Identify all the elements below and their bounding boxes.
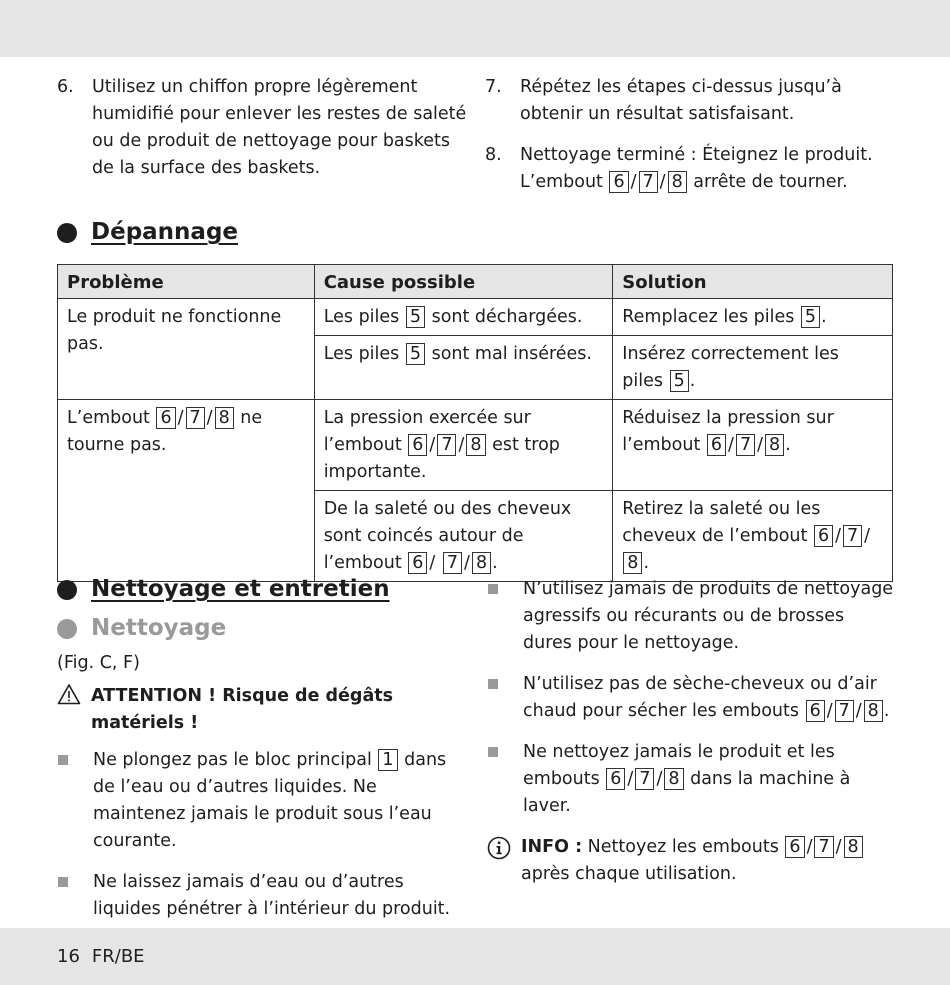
ref-box: 6 <box>609 171 628 193</box>
cause-cell: La pression exercée sur l’embout 6 / 7 / 8 est trop importante. <box>314 400 613 491</box>
steps-left-column <box>57 74 467 196</box>
ref-box: 8 <box>472 552 491 574</box>
step-item <box>485 142 895 196</box>
page-top-band <box>0 0 950 57</box>
list-item: Ne nettoyez jamais le produit et les embouts 6 / 7 / 8 dans la machine à laver. <box>487 739 897 820</box>
list-item: N’utilisez pas de sèche-cheveux ou d’air chaud pour sécher les embouts 6 / 7 / 8 . <box>487 671 897 725</box>
heading-bullet-icon <box>57 223 77 243</box>
ref-box: 6 <box>814 525 833 547</box>
step-item <box>57 74 467 182</box>
ref-box: 8 <box>466 434 485 456</box>
column-header: Problème <box>58 265 315 299</box>
square-bullet-icon <box>58 755 68 765</box>
ref-box: 5 <box>406 343 425 365</box>
cause-cell: Les piles 5 sont déchargées. <box>314 299 613 336</box>
section-heading-entretien <box>57 576 467 603</box>
subsection-title: Nettoyage <box>91 615 227 641</box>
square-bullet-icon <box>58 877 68 887</box>
warning-notice <box>57 683 467 737</box>
ref-box: 5 <box>670 370 689 392</box>
heading-bullet-icon <box>57 580 77 600</box>
subheading-bullet-icon <box>57 619 77 639</box>
ref-box: 8 <box>844 836 863 858</box>
ref-box: 6 <box>408 552 427 574</box>
warning-triangle-icon <box>57 683 91 737</box>
problem-cell: L’embout 6 / 7 / 8 ne tourne pas. <box>58 400 315 582</box>
column-header: Cause possible <box>314 265 613 299</box>
locale-label: FR/BE <box>91 946 145 967</box>
ref-box: 7 <box>835 700 854 722</box>
table-row <box>58 400 893 491</box>
column-header: Solution <box>613 265 893 299</box>
ref-box: 7 <box>186 407 205 429</box>
step-text: Nettoyage terminé : Éteignez le produit. L’embout 6 / 7 / 8 arrête de tourner. <box>520 145 873 192</box>
list-item: Ne plongez pas le bloc principal 1 dans de l’eau ou d’autres liquides. Ne maintenez jamais le produit sous l’eau courante. <box>57 747 467 855</box>
ref-box: 7 <box>843 525 862 547</box>
ref-box: 8 <box>864 700 883 722</box>
ref-box: 6 <box>606 768 625 790</box>
ref-box: 6 <box>408 434 427 456</box>
section-title: Dépannage <box>91 219 239 245</box>
ref-box: 5 <box>406 306 425 328</box>
step-number: 6. <box>57 77 74 97</box>
square-bullet-icon <box>488 584 498 594</box>
step-item <box>485 74 895 128</box>
ref-box: 1 <box>378 749 397 771</box>
ref-box: 8 <box>765 434 784 456</box>
solution-cell: Réduisez la pression sur l’embout 6 / 7 / 8 . <box>613 400 893 491</box>
square-bullet-icon <box>488 747 498 757</box>
problem-cell: Le produit ne fonctionne pas. <box>58 299 315 400</box>
step-number: 8. <box>485 145 502 165</box>
list-item: N’utilisez jamais de produits de nettoyage agressifs ou récurants ou de brosses dures pour le nettoyage. <box>487 576 897 657</box>
section-heading-depannage <box>57 219 238 246</box>
warning-text: ATTENTION ! Risque de dégâts matériels ! <box>91 686 394 733</box>
info-notice <box>487 834 897 888</box>
ref-box: 8 <box>664 768 683 790</box>
list-item: Ne laissez jamais d’eau ou d’autres liquides pénétrer à l’intérieur du produit. <box>57 869 467 923</box>
steps-right-column <box>485 74 895 210</box>
ref-box: 7 <box>814 836 833 858</box>
bottom-right-column <box>487 576 897 888</box>
ref-box: 8 <box>215 407 234 429</box>
table-header-row <box>58 265 893 299</box>
ref-box: 5 <box>801 306 820 328</box>
cause-cell: De la saleté ou des cheveux sont coincés autour de l’embout 6 / 7 / 8 . <box>314 491 613 582</box>
ref-box: 7 <box>437 434 456 456</box>
square-bullet-icon <box>488 679 498 689</box>
step-text: Répétez les étapes ci-dessus jusqu’à obtenir un résultat satisfaisant. <box>520 77 842 124</box>
solution-cell: Retirez la saleté ou les cheveux de l’embout 6 / 7 / 8 . <box>613 491 893 582</box>
troubleshooting-table <box>57 264 893 582</box>
ref-box: 7 <box>443 552 462 574</box>
section-title: Nettoyage et entretien <box>91 576 390 602</box>
solution-cell: Remplacez les piles 5 . <box>613 299 893 336</box>
step-number: 7. <box>485 77 502 97</box>
info-circle-icon <box>487 834 521 888</box>
subsection-heading <box>57 615 467 642</box>
ref-box: 8 <box>668 171 687 193</box>
ref-box: 7 <box>639 171 658 193</box>
cause-cell: Les piles 5 sont mal insérées. <box>314 336 613 400</box>
page-footer <box>57 943 157 970</box>
step-text: Utilisez un chiffon propre légèrement humidifié pour enlever les restes de saleté ou de produit de nettoyage pour baskets de la surface des baskets. <box>92 77 467 178</box>
figure-reference: (Fig. C, F) <box>57 653 140 673</box>
ref-box: 6 <box>806 700 825 722</box>
bottom-left-column <box>57 576 467 937</box>
ref-box: 7 <box>635 768 654 790</box>
ref-box: 6 <box>156 407 175 429</box>
solution-cell: Insérez correctement les piles 5 . <box>613 336 893 400</box>
ref-box: 6 <box>785 836 804 858</box>
page-number: 16 <box>57 946 80 967</box>
table-row <box>58 299 893 336</box>
ref-box: 7 <box>736 434 755 456</box>
info-text: INFO : Nettoyez les embouts 6 / 7 / 8 après chaque utilisation. <box>521 834 897 888</box>
ref-box: 6 <box>707 434 726 456</box>
ref-box: 8 <box>623 552 642 574</box>
